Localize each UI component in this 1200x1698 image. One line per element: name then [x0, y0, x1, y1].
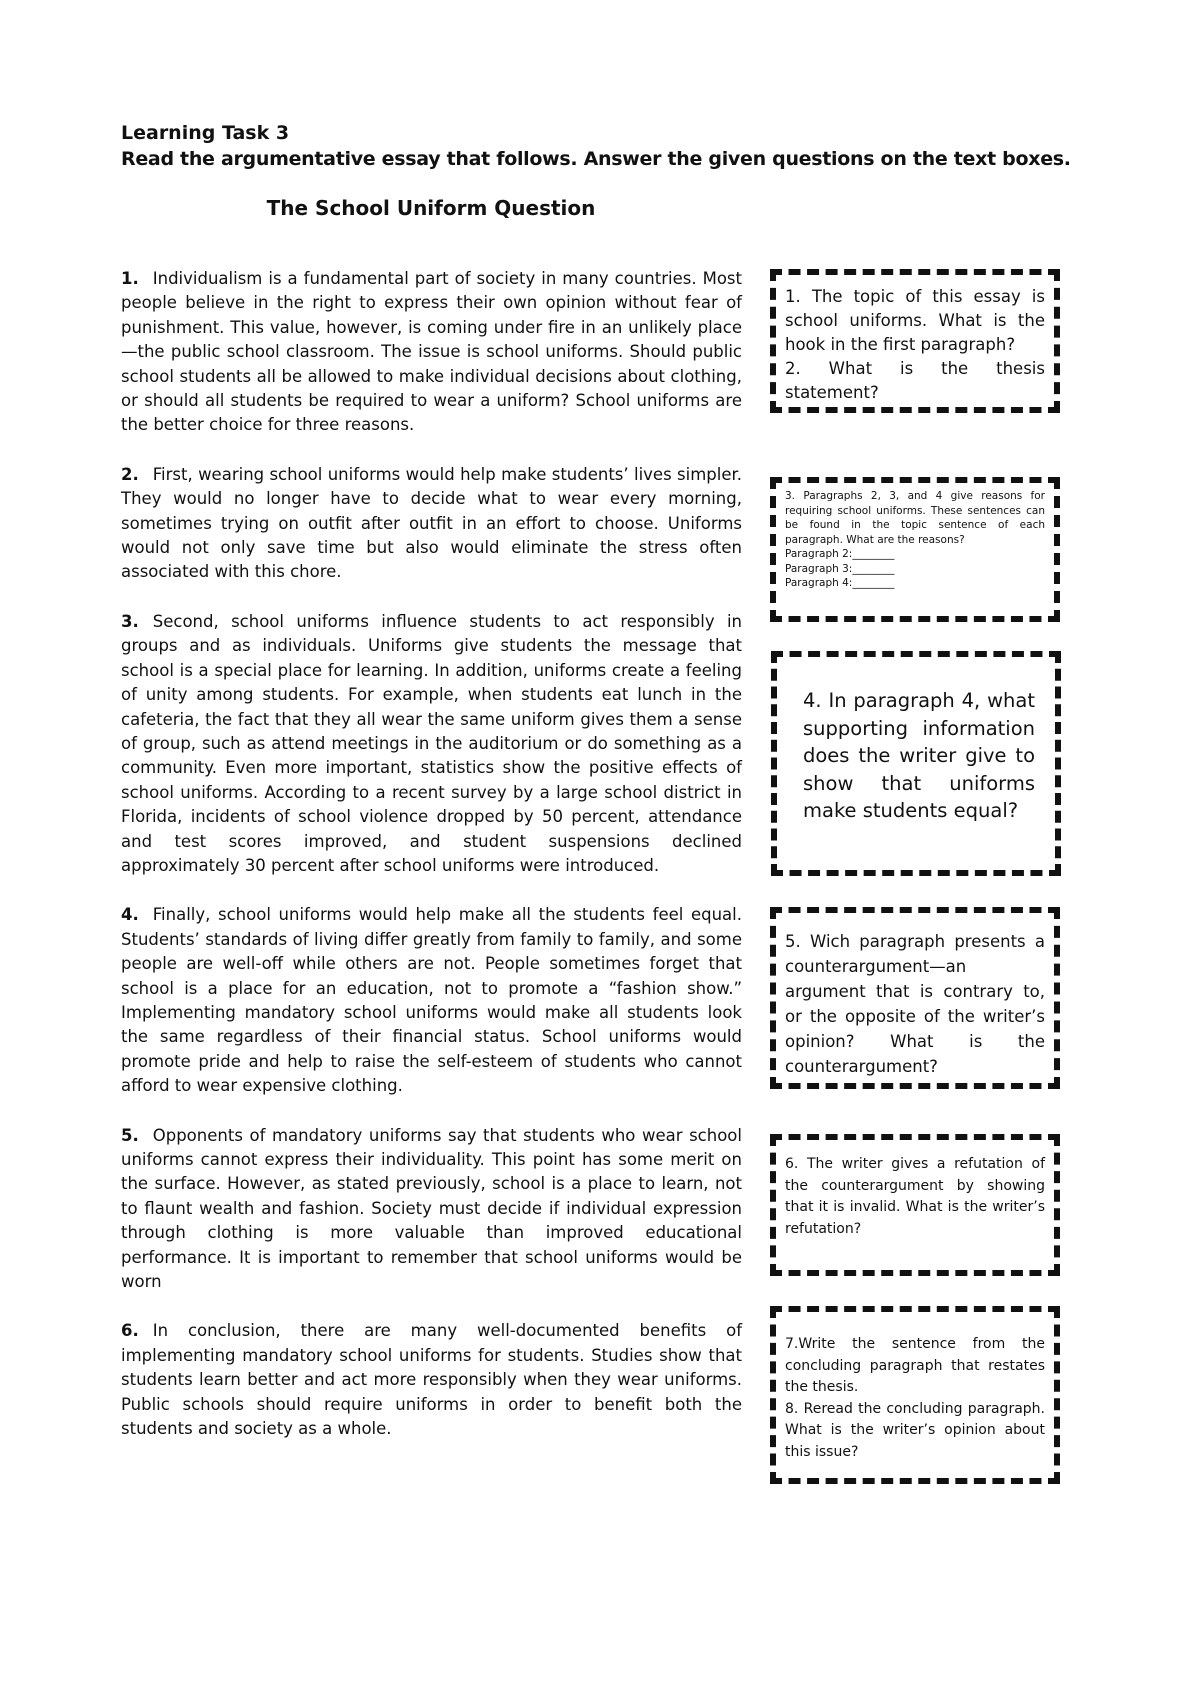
- essay-title: The School Uniform Question: [266, 196, 596, 220]
- answer-blank-paragraph-3: Paragraph 3:________: [785, 562, 895, 575]
- question-box-5: [770, 1134, 1060, 1276]
- question-box-1: [770, 269, 1060, 413]
- task-title: Learning Task 3: [121, 122, 290, 144]
- essay-paragraph-5: [121, 1124, 742, 1295]
- question-text: 3. Paragraphs 2, 3, and 4 give reasons for requiring school uniforms. These sentences can be found in the topic sentence of each paragraph. What are the reasons?: [785, 490, 1045, 546]
- essay-paragraph-6: [121, 1319, 742, 1441]
- question-text: 7.Write the sentence from the concluding paragraph that restates the thesis.: [785, 1336, 1045, 1395]
- header: [121, 120, 1101, 172]
- question-text: 8. Reread the concluding paragraph. What is the writer’s opinion about this issue?: [785, 1400, 1045, 1460]
- question-text: 4. In paragraph 4, what supporting information does the writer give to show that uniforms make students equal?: [803, 689, 1035, 822]
- essay-body: [121, 267, 742, 1466]
- question-text: 2. What is the thesis statement?: [785, 359, 1045, 402]
- essay-paragraph-2: [121, 463, 742, 585]
- instruction: Read the argumentative essay that follows. Answer the given questions on the text boxes.: [121, 148, 1071, 170]
- question-text: 5. Wich paragraph presents a counterargument—an argument that is contrary to, or the opposite of the writer’s opinion? What is the counterargument?: [785, 932, 1045, 1076]
- essay-paragraph-1: [121, 267, 742, 438]
- question-box-6: [770, 1306, 1060, 1484]
- paragraph-number: 6.: [121, 1321, 139, 1341]
- paragraph-text: Opponents of mandatory uniforms say that students who wear school uniforms cannot express their individuality. This point has some merit on the surface. However, as stated previously, school is a place to learn, not to flaunt wealth and fashion. Society must decide if individual expression through clothing is more valuable than improved educational performance. It is important to remember that school uniforms would be worn: [121, 1125, 742, 1292]
- question-box-2: [770, 477, 1060, 622]
- essay-paragraph-4: [121, 903, 742, 1098]
- paragraph-number: 2.: [121, 464, 139, 484]
- essay-paragraph-3: [121, 610, 742, 878]
- paragraph-number: 3.: [121, 611, 139, 631]
- answer-blank-paragraph-2: Paragraph 2:________: [785, 548, 895, 560]
- paragraph-number: 5.: [121, 1125, 139, 1145]
- answer-blank-paragraph-4: Paragraph 4:________: [785, 577, 895, 589]
- question-box-3: [771, 651, 1061, 876]
- question-box-4: [770, 907, 1060, 1089]
- paragraph-number: 1.: [121, 269, 139, 288]
- question-text: 6. The writer gives a refutation of the counterargument by showing that it is invalid. What is the writer’s refutation?: [785, 1156, 1045, 1237]
- paragraph-text: In conclusion, there are many well-documented benefits of implementing mandatory school uniforms for students. Studies show that students learn better and act more responsibly when they wear uniforms. Public schools should require uniforms in order to benefit both the students and society as a whole.: [121, 1321, 742, 1439]
- paragraph-text: Individualism is a fundamental part of society in many countries. Most people believe in the right to express their own opinion without fear of punishment. This value, however, is coming under fire in an unlikely place—the public school classroom. The issue is school uniforms. Should public school students all be allowed to make individual decisions about clothing, or should all students be required to wear a uniform? School uniforms are the better choice for three reasons.: [121, 269, 742, 435]
- paragraph-text: Finally, school uniforms would help make all the students feel equal. Students’ standards of living differ greatly from family to family, and some people are well-off while others are not. People sometimes forget that school is a place for an education, not to promote a “fashion show.” Implementing mandatory school uniforms would make all students look the same regardless of their financial status. School uniforms would promote pride and help to raise the self-esteem of students who cannot afford to wear expensive clothing.: [121, 905, 742, 1096]
- paragraph-number: 4.: [121, 905, 139, 925]
- paragraph-text: First, wearing school uniforms would help make students’ lives simpler. They would no longer have to decide what to wear every morning, sometimes trying on outfit after outfit in an effort to choose. Uniforms would not only save time but also would eliminate the stress often associated with this chore.: [121, 464, 742, 582]
- question-text: 1. The topic of this essay is school uniforms. What is the hook in the first paragraph?: [785, 287, 1045, 354]
- paragraph-text: Second, school uniforms influence students to act responsibly in groups and as individuals. Uniforms give students the message that school is a special place for learning. In addition, uniforms create a feeling of unity among students. For example, when students eat lunch in the cafeteria, the fact that they all wear the same uniform gives them a sense of group, such as attend meetings in the auditorium or do something as a community. Even more important, statistics show the positive effects of school uniforms. According to a recent survey by a large school district in Florida, incidents of school violence dropped by 50 percent, attendance and test scores improved, and student suspensions declined approximately 30 percent after school uniforms were introduced.: [121, 611, 742, 875]
